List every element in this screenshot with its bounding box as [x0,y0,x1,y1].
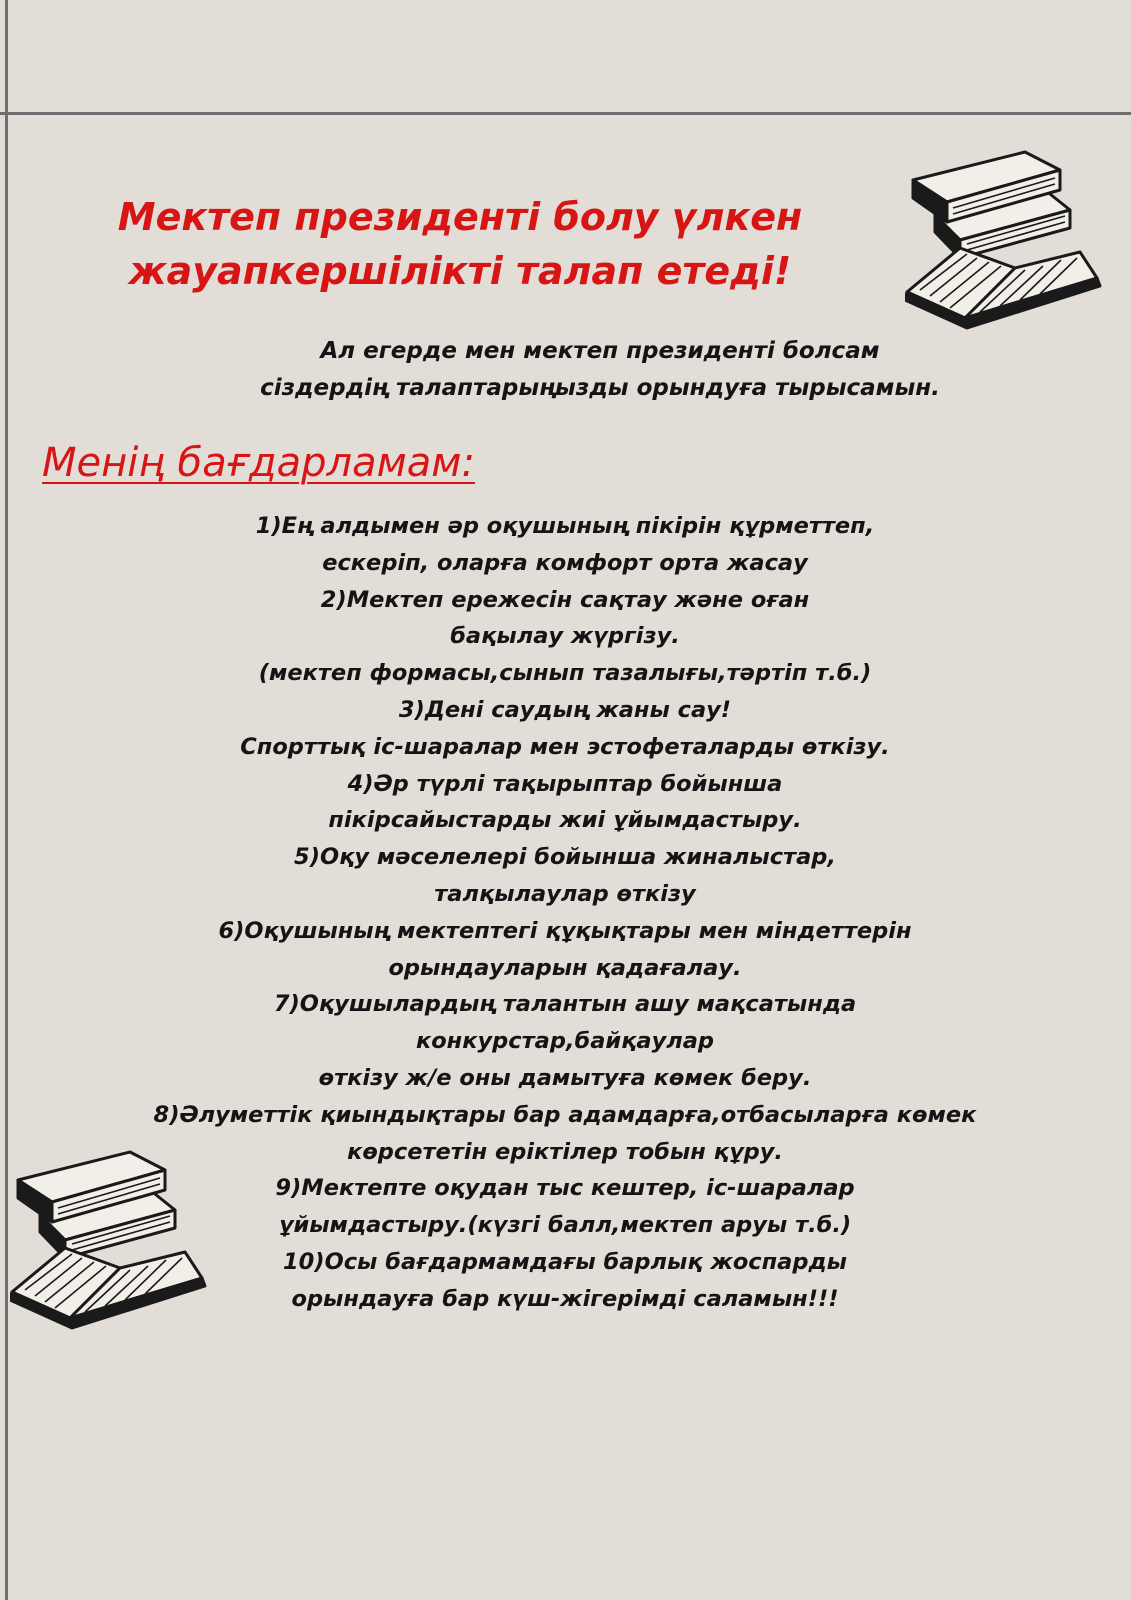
program-line: көрсететін еріктілер тобын құру. [347,1138,783,1165]
program-line: 1)Ең алдымен әр оқушының пікірін құрметтеп, [255,513,875,539]
program-line: (мектеп формасы,сынып тазалығы,тәртіп т.б.) [258,660,872,687]
program-item [60,766,1070,840]
program-line: талқылаулар өткізу [434,880,696,907]
program-line: ұйымдастыру.(күзгі балл,мектеп аруы т.б.) [278,1212,852,1239]
frame-vertical-line [5,0,8,1600]
intro-line: сіздердің талаптарыңызды орындуға тырысамын. [260,375,940,401]
program-item [60,839,1070,913]
books-stack-icon [10,1140,220,1340]
program-item [60,508,1070,582]
program-line: Спорттық іс-шаралар мен эстофеталарды өткізу. [240,733,890,760]
books-stack-icon [905,140,1115,340]
program-item [60,692,1070,766]
program-line: ескеріп, оларға комфорт орта жасау [322,549,808,576]
program-line: 5)Оқу мәселелері бойынша жиналыстар, [294,844,836,871]
program-line: 9)Мектепте оқудан тыс кештер, іс-шаралар [275,1175,855,1202]
program-line: 2)Мектеп ережесін сақтау және оған [320,586,810,613]
program-item [60,913,1070,987]
page-title-line: жауапкершілікті талап етеді! [128,249,792,293]
program-line: 7)Оқушылардың талантын ашу мақсатында [273,991,857,1018]
frame-horizontal-line [0,112,1131,115]
intro-text [150,333,1050,407]
program-item [60,986,1070,1096]
page-title-line: Мектеп президенті болу үлкен [117,195,803,239]
program-item [60,582,1070,692]
program-line: бақылау жүргізу. [450,623,680,650]
program-line: 10)Осы бағдармамдағы барлық жоспарды [283,1248,847,1275]
program-line: 4)Әр түрлі тақырыптар бойынша [347,770,783,797]
program-line: өткізу ж/е оны дамытуға көмек беру. [318,1064,812,1091]
intro-line: Ал егерде мен мектеп президенті болсам [320,338,880,364]
program-line: конкурстар,байқаулар [415,1028,715,1055]
program-line: пікірсайыстарды жиі ұйымдастыру. [328,807,802,834]
program-line: орындауға бар күш-жігерімді саламын!!! [291,1285,839,1312]
program-line: орындауларын қадағалау. [388,954,742,981]
program-line: 6)Оқушының мектептегі құқықтары мен міндеттерін [218,917,912,944]
program-heading: Менің бағдарламам: [42,440,475,486]
page-title [60,190,860,298]
program-line: 3)Дені саудың жаны сау! [398,696,732,723]
program-line: 8)Әлуметтік қиындықтары бар адамдарға,отбасыларға көмек [153,1101,977,1128]
